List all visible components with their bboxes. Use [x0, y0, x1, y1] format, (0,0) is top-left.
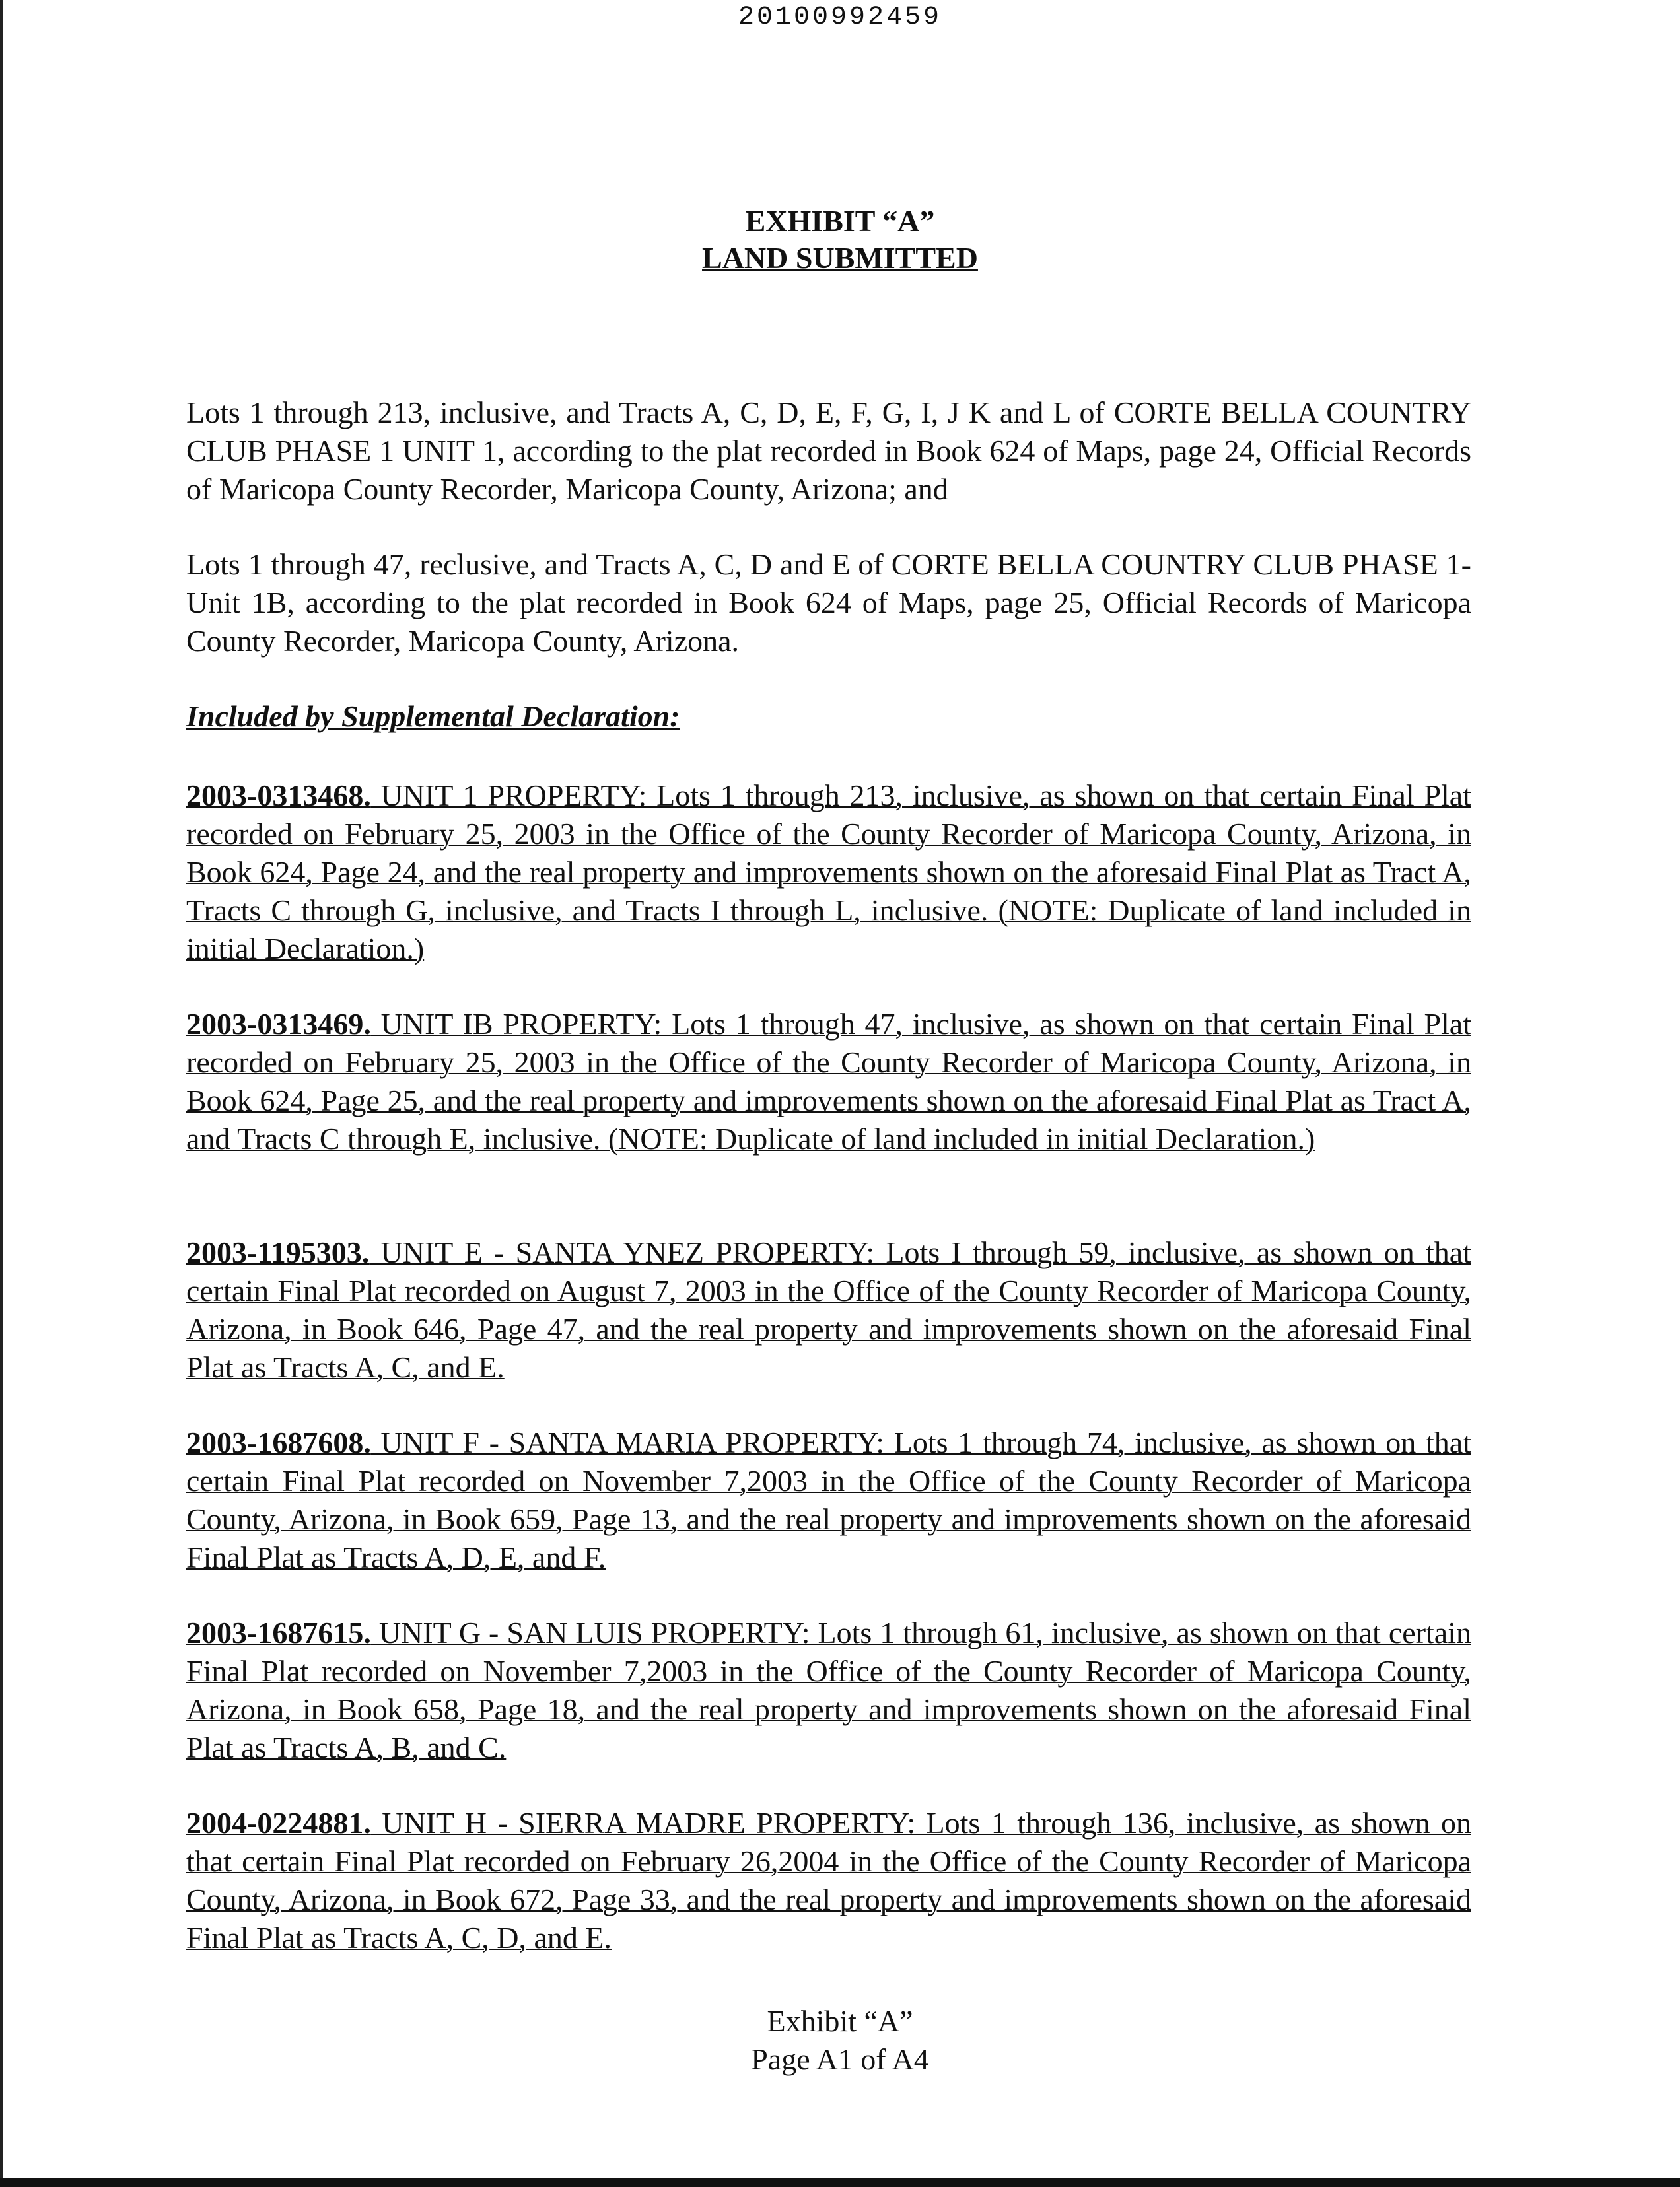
land-paragraph-1: Lots 1 through 213, inclusive, and Tracts A, C, D, E, F, G, I, J K and L of CORTE BELLA COUNTRY CLUB PHASE 1 UNIT 1, according to the plat recorded in Book 624 of Maps, page 24, Official Records of Maricopa County Recorder, Maricopa County, Arizona; and: [186, 396, 1471, 506]
scan-left-edge: [0, 0, 3, 2187]
exhibit-title: EXHIBIT “A”: [745, 204, 935, 238]
footer-exhibit-label: Exhibit “A”: [767, 2004, 913, 2038]
footer-page-number: Page A1 of A4: [751, 2042, 929, 2076]
land-paragraph-2: Lots 1 through 47, reclusive, and Tracts A, C, D and E of CORTE BELLA COUNTRY CLUB PHASE 1-Unit 1B, according to the plat recorded in Book 624 of Maps, page 25, Official Records of Maricopa County Recorder, Maricopa County, Arizona.: [186, 547, 1471, 658]
supplemental-entry: [186, 1005, 1471, 1158]
entry-number: 2004-0224881.: [186, 1806, 371, 1840]
entry-number: 2003-1195303.: [186, 1235, 370, 1269]
entry-text: UNIT H - SIERRA MADRE PROPERTY: Lots 1 through 136, inclusive, as shown on that certain Final Plat recorded on February 26,2004 in the Office of the County Recorder of Maricopa County, Arizona, in Book 672, Page 33, and the real property and improvements shown on the aforesaid Final Plat as Tracts A, C, D, and E.: [186, 1806, 1471, 1955]
entry-text: UNIT F - SANTA MARIA PROPERTY: Lots 1 through 74, inclusive, as shown on that certain Final Plat recorded on November 7,2003 in the Office of the County Recorder of Maricopa County, Arizona, in Book 659, Page 13, and the real property and improvements shown on the aforesaid Final Plat as Tracts A, D, E, and F.: [186, 1426, 1471, 1574]
entry-text: UNIT E - SANTA YNEZ PROPERTY: Lots I through 59, inclusive, as shown on that certain Final Plat recorded on August 7, 2003 in the Office of the County Recorder of Maricopa County, Arizona, in Book 646, Page 47, and the real property and improvements shown on the aforesaid Final Plat as Tracts A, C, and E.: [186, 1235, 1471, 1384]
entry-text: UNIT 1 PROPERTY: Lots 1 through 213, inclusive, as shown on that certain Final Plat recorded on February 25, 2003 in the Office of the County Recorder of Maricopa County, Arizona, in Book 624, Page 24, and the real property and improvements shown on the aforesaid Final Plat as Tract A, Tracts C through G, inclusive, and Tracts I through L, inclusive. (NOTE: Duplicate of land included in initial Declaration.): [186, 779, 1471, 965]
exhibit-subtitle: [0, 240, 1680, 275]
section-heading: Included by Supplemental Declaration:: [186, 699, 680, 733]
entry-number: 2003-1687608.: [186, 1426, 371, 1459]
recording-number: 20100992459: [738, 3, 942, 32]
entry-text: UNIT IB PROPERTY: Lots 1 through 47, inclusive, as shown on that certain Final Plat recorded on February 25, 2003 in the Office of the County Recorder of Maricopa County, Arizona, in Book 624, Page 25, and the real property and improvements shown on the aforesaid Final Plat as Tract A, and Tracts C through E, inclusive. (NOTE: Duplicate of land included in initial Declaration.): [186, 1007, 1471, 1156]
supplemental-entry: [186, 1233, 1471, 1387]
entry-number: 2003-1687615.: [186, 1616, 371, 1649]
supplemental-entry: [186, 1424, 1471, 1577]
exhibit-subtitle-text: LAND SUBMITTED: [702, 241, 978, 275]
entry-text: UNIT G - SAN LUIS PROPERTY: Lots 1 through 61, inclusive, as shown on that certain Final Plat recorded on November 7,2003 in the Office of the County Recorder of Maricopa County, Arizona, in Book 658, Page 18, and the real property and improvements shown on the aforesaid Final Plat as Tracts A, B, and C.: [186, 1616, 1471, 1764]
supplemental-entry: [186, 777, 1471, 968]
supplemental-entry: [186, 1614, 1471, 1767]
supplemental-entry: [186, 1804, 1471, 1957]
entry-number: 2003-0313469.: [186, 1007, 371, 1041]
scan-bottom-edge: [0, 2178, 1680, 2187]
entry-number: 2003-0313468.: [186, 779, 371, 812]
